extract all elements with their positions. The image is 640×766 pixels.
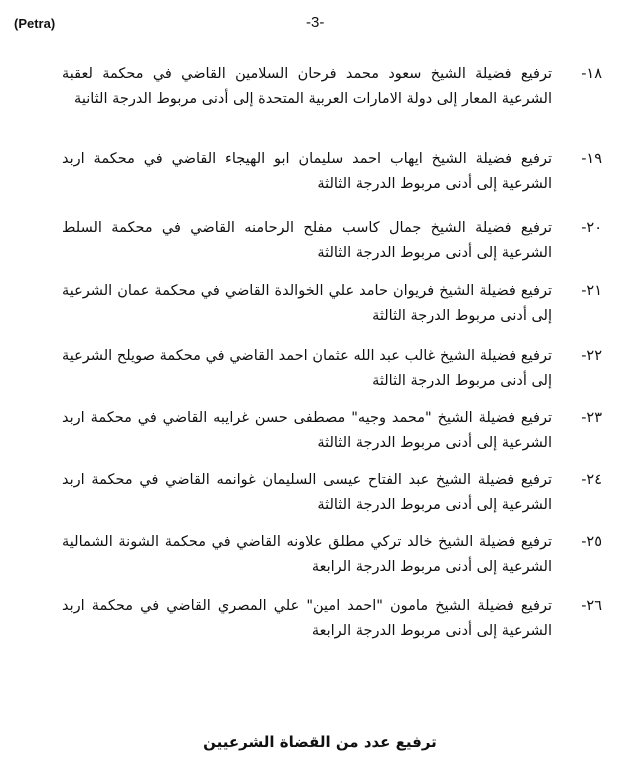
item-number: ٢١- bbox=[581, 283, 602, 299]
item-number: ١٨- bbox=[581, 66, 602, 82]
item-text: ترفيع فضيلة الشيخ "محمد وجيه" مصطفى حسن غرايبه القاضي في محكمة اربد الشرعية إلى أدنى مربوط الدرجة الثالثة bbox=[62, 410, 552, 451]
item-number: ٢٤- bbox=[581, 472, 602, 488]
item-text: ترفيع فضيلة الشيخ فريوان حامد علي الخوالدة القاضي في محكمة عمان الشرعية إلى أدنى مربوط الدرجة الثالثة bbox=[62, 283, 552, 324]
item-text: ترفيع فضيلة الشيخ سعود محمد فرحان السلامين القاضي في محكمة لعقبة الشرعية المعار إلى دولة الامارات العربية المتحدة إلى أدنى مربوط الدرجة الثانية bbox=[62, 66, 552, 107]
item-number: ٢٠- bbox=[581, 220, 602, 236]
list-item bbox=[62, 594, 602, 656]
list-item bbox=[62, 279, 602, 344]
item-text: ترفيع فضيلة الشيخ جمال كاسب مفلح الرحامنه القاضي في محكمة السلط الشرعية إلى أدنى مربوط الدرجة الثالثة bbox=[62, 220, 552, 261]
list-item bbox=[62, 147, 602, 216]
item-number: ٢٣- bbox=[581, 410, 602, 426]
item-number: ٢٥- bbox=[581, 534, 602, 550]
decision-list bbox=[62, 62, 602, 656]
section-heading: ترفيع عدد من القضاة الشرعيين bbox=[203, 733, 437, 751]
source-label: (Petra) bbox=[14, 16, 56, 31]
list-item bbox=[62, 530, 602, 594]
page-number: -3- bbox=[306, 14, 325, 31]
list-item bbox=[62, 468, 602, 530]
item-number: ٢٢- bbox=[581, 348, 602, 364]
list-item bbox=[62, 406, 602, 468]
item-text: ترفيع فضيلة الشيخ خالد تركي مطلق علاونه القاضي في محكمة الشونة الشمالية الشرعية إلى أدنى مربوط الدرجة الرابعة bbox=[62, 534, 552, 575]
page-header bbox=[0, 14, 640, 34]
list-item bbox=[62, 216, 602, 279]
item-number: ١٩- bbox=[581, 151, 602, 167]
list-item bbox=[62, 344, 602, 406]
list-item bbox=[62, 62, 602, 147]
item-text: ترفيع فضيلة الشيخ غالب عبد الله عثمان احمد القاضي في محكمة صويلح الشرعية إلى أدنى مربوط الدرجة الثالثة bbox=[62, 348, 552, 389]
item-text: ترفيع فضيلة الشيخ مامون "احمد امين" علي المصري القاضي في محكمة اربد الشرعية إلى أدنى مربوط الدرجة الرابعة bbox=[62, 598, 552, 639]
item-text: ترفيع فضيلة الشيخ عبد الفتاح عيسى السليمان غوانمه القاضي في محكمة اربد الشرعية إلى أدنى مربوط الدرجة الثالثة bbox=[62, 472, 552, 513]
item-text: ترفيع فضيلة الشيخ ايهاب احمد سليمان ابو الهيجاء القاضي في محكمة اربد الشرعية إلى أدنى مربوط الدرجة الثالثة bbox=[62, 151, 552, 192]
item-number: ٢٦- bbox=[581, 598, 602, 614]
